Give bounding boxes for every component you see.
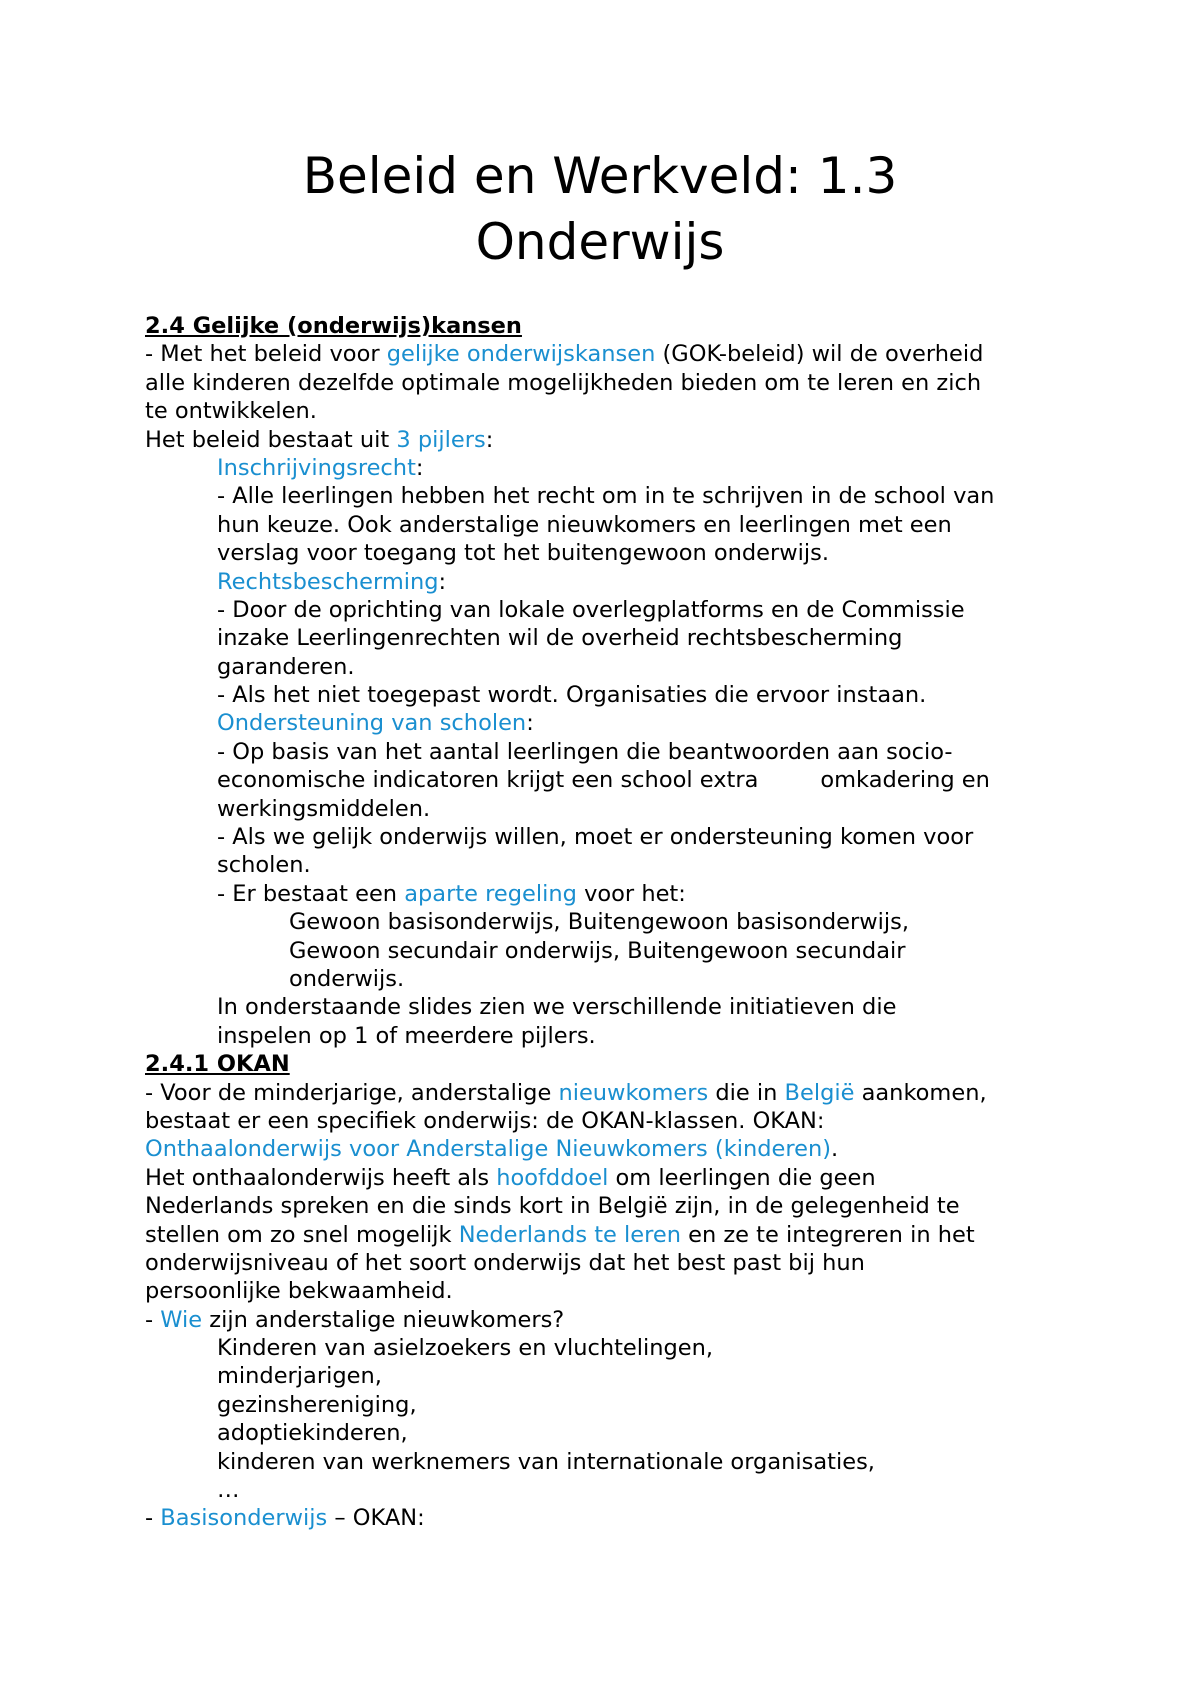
text: Organisaties die ervoor instaan. [565,682,927,709]
text: – OKAN: [327,1505,425,1532]
text: Gewoon basisonderwijs, Buitengewoon basisonderwijs, [289,909,910,936]
paragraph-line [145,1135,1085,1163]
highlight-term: Onthaalonderwijs voor Anderstalige Nieuwkomers (kinderen) [145,1136,831,1163]
text: economische indicatoren krijgt een school extra [217,767,759,794]
paragraph-line: persoonlijke bekwaamheid. [145,1278,453,1305]
paragraph-line [145,340,1085,368]
paragraph-line [145,1221,1085,1249]
highlight-term: België [784,1079,855,1106]
text: - [145,1505,161,1532]
text: Kinderen van asielzoekers en vluchtelingen, [217,1335,714,1362]
text: gezinshereniging, [217,1391,417,1418]
paragraph-line: Gewoon secundair onderwijs, Buitengewoon secundair [289,937,906,964]
text: adoptiekinderen, [217,1420,408,1447]
highlight-term: gelijke onderwijskansen [386,341,656,368]
document-title-line-2: Onderwijs [475,213,725,271]
paragraph-line [145,880,1085,908]
paragraph-line: - Alle leerlingen hebben het recht om in te schrijven in de school van [217,483,995,510]
paragraph-line: te ontwikkelen. [145,398,317,425]
paragraph-line [145,1079,1085,1107]
text: (GOK-beleid) wil de overheid [655,341,984,368]
text: - Voor de minderjarige, anderstalige [145,1079,559,1106]
paragraph-line: bestaat er een specifiek onderwijs: de OKAN-klassen. OKAN: [145,1107,825,1134]
pijler-heading [145,568,1085,596]
paragraph-line: inzake Leerlingenrechten wil de overheid rechtsbescherming [217,625,903,652]
text: - [145,1306,161,1333]
text: : [485,426,494,453]
text: voor het: [576,880,686,907]
paragraph-line [145,908,1085,936]
text: omkadering en [820,767,990,794]
text: : [526,710,534,737]
text: zijn anderstalige nieuwkomers? [202,1306,565,1333]
paragraph-line: - Als we gelijk onderwijs willen, moet er ondersteuning komen voor [217,824,974,851]
text: stellen om zo snel mogelijk [145,1221,459,1248]
highlight-term: 3 pijlers [396,426,486,453]
text: kinderen van werknemers van internationale organisaties, [217,1448,875,1475]
paragraph-line [145,993,1085,1021]
list-item [145,1334,1085,1362]
pijler-heading [145,454,1085,482]
highlight-term: Rechtsbescherming [217,568,439,595]
paragraph-line [145,1164,1085,1192]
paragraph-line: onderwijsniveau of het soort onderwijs dat het best past bij hun [145,1249,865,1276]
text: - Als het niet toegepast wordt. [217,682,566,709]
highlight-term: hoofddoel [496,1164,609,1191]
paragraph-line [145,1504,1085,1532]
paragraph-line: - Op basis van het aantal leerlingen die beantwoorden aan socio- [217,738,953,765]
text: en ze te integreren in het [680,1221,975,1248]
paragraph-line: alle kinderen dezelfde optimale mogelijkheden bieden om te leren en zich [145,369,982,396]
highlight-term: Wie [160,1306,203,1333]
list-item [145,1448,1085,1476]
text: : [438,568,447,595]
text: : [415,454,424,481]
document-title-line-1: Beleid en Werkveld: 1.3 [302,147,898,205]
section-heading-2-4: 2.4 Gelijke (onderwijs)kansen [145,313,522,339]
text: minderjarigen, [217,1363,382,1390]
paragraph-line: Nederlands spreken en die sinds kort in België zijn, in de gelegenheid te [145,1193,960,1220]
highlight-term: Basisonderwijs [160,1505,328,1532]
paragraph-line: onderwijs. [289,965,405,992]
paragraph-line: hun keuze. Ook anderstalige nieuwkomers en leerlingen met een [217,511,952,538]
text: die in [708,1079,785,1106]
list-item [145,1362,1085,1390]
text: Het onthaalonderwijs heeft als [145,1164,497,1191]
text: om leerlingen die geen [608,1164,876,1191]
paragraph-line: inspelen op 1 of meerdere pijlers. [217,1022,596,1049]
section-heading-2-4-1: 2.4.1 OKAN [145,1051,290,1078]
list-item [145,1419,1085,1447]
paragraph-line [145,681,1085,709]
text: In onderstaande slides zien we verschillende initiatieven die [217,994,897,1021]
highlight-term: Nederlands te leren [458,1221,681,1248]
text: - Er bestaat een [217,880,405,907]
paragraph-line [145,1306,1085,1334]
list-item [145,1476,1085,1504]
paragraph-line: garanderen. [217,653,355,680]
paragraph-line: scholen. [217,852,311,879]
highlight-term: nieuwkomers [558,1079,709,1106]
pijler-heading [145,709,1085,737]
text: Het beleid bestaat uit [145,426,397,453]
paragraph-line: verslag voor toegang tot het buitengewoon onderwijs. [217,540,830,567]
paragraph-line [145,426,1085,454]
list-item [145,1391,1085,1419]
highlight-term: Ondersteuning van scholen [217,710,527,737]
document-body [145,312,1085,1533]
highlight-term: Inschrijvingsrecht [217,454,416,481]
paragraph-line [145,766,1085,794]
paragraph-line: - Door de oprichting van lokale overlegplatforms en de Commissie [217,596,965,623]
text: - Met het beleid voor [145,341,387,368]
text: . [831,1136,839,1163]
text: aankomen, [854,1079,987,1106]
highlight-term: aparte regeling [404,880,577,907]
text: … [217,1477,240,1504]
paragraph-line: werkingsmiddelen. [217,795,431,822]
